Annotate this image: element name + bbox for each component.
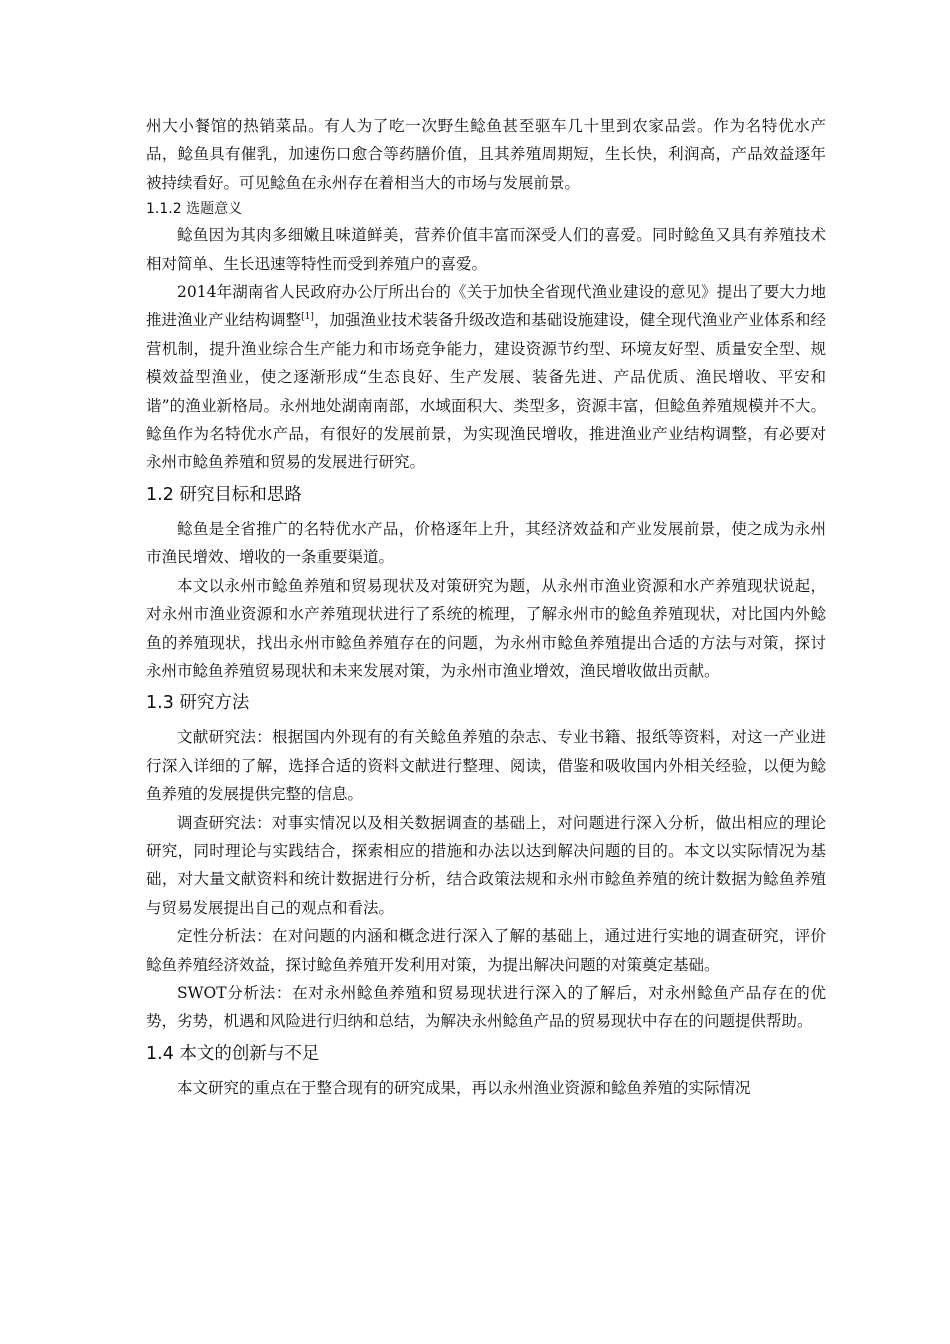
- paragraph-method-swot: SWOT分析法：在对永州鲶鱼养殖和贸易现状进行深入的了解后，对永州鲶鱼产品存在的优势，劣势，机遇和风险进行归纳和总结，为解决永州鲶鱼产品的贸易现状中存在的问题提供帮助。: [146, 983, 826, 1031]
- paragraph-method-qualitative: 定性分析法：在对问题的内涵和概念进行深入了解的基础上，通过进行实地的调查研究，评价鲶鱼养殖经济效益，探讨鲶鱼养殖开发利用对策，为提出解决问题的对策奠定基础。: [146, 927, 826, 974]
- paragraph-goals-2: 本文以永州市鲶鱼养殖和贸易现状及对策研究为题，从永州市渔业资源和水产养殖现状说起，对永州市渔业资源和水产养殖现状进行了系统的梳理，了解永州市的鲶鱼养殖现状，对比国内外鲶鱼的养殖现状，找出永州市鲶鱼养殖存在的问题，为永州市鲶鱼养殖提出合适的方法与对策，探讨永州市鲶鱼养殖贸易现状和未来发展对策，为永州市渔业增效，渔民增收做出贡献。: [146, 576, 826, 680]
- section-heading-1-1-2: 1.1.2 选题意义: [146, 201, 243, 218]
- paragraph-goals-1: 鲶鱼是全省推广的名特优水产品，价格逐年上升，其经济效益和产业发展前景，使之成为永州市渔民增效、增收的一条重要渠道。: [146, 519, 826, 567]
- paragraph-significance-2: [146, 278, 826, 477]
- paragraph-significance-2-part-b: ，加强渔业技术装备升级改造和基础设施建设，健全现代渔业产业体系和经营机制，提升渔业综合生产能力和市场竞争能力，建设资源节约型、环境友好型、质量安全型、规模效益型渔业，使之逐渐形成“生态良好、生产发展、装备先进、产品优质、渔民增收、平安和谐”的渔业新格局。永州地处湖南南部，水域面积大、类型多，资源丰富，但鲶鱼养殖规模并不大。鲶鱼作为名特优水产品，有很好的发展前景，为实现渔民增收，推进渔业产业结构调整，有必要对永州市鲶鱼养殖和贸易的发展进行研究。: [146, 311, 826, 472]
- paragraph-innovation-1: 本文研究的重点在于整合现有的研究成果，再以永州渔业资源和鲶鱼养殖的实际情况: [177, 1078, 751, 1097]
- paragraph-method-survey: 调查研究法：对事实情况以及相关数据调查的基础上，对问题进行深入分析，做出相应的理论研究，同时理论与实践结合，探索相应的措施和办法以达到解决问题的目的。本文以实际情况为基础，对大量文献资料和统计数据进行分析，结合政策法规和永州市鲶鱼养殖的统计数据为鲶鱼养殖与贸易发展提出自己的观点和看法。: [146, 813, 826, 917]
- section-heading-1-4: 1.4 本文的创新与不足: [146, 1043, 320, 1064]
- paragraph-intro-continued: 州大小餐馆的热销菜品。有人为了吃一次野生鲶鱼甚至驱车几十里到农家品尝。作为名特优水产品，鲶鱼具有催乳，加速伤口愈合等药膳价值，且其养殖周期短，生长快，利润高，产品效益逐年被持续看好。可见鲶鱼在永州存在着相当大的市场与发展前景。: [146, 117, 826, 192]
- section-heading-1-2: 1.2 研究目标和思路: [146, 484, 302, 505]
- paragraph-significance-2-part-a: 2014年湖南省人民政府办公厅所出台的《关于加快全省现代渔业建设的意见》提出了要大力地推进渔业产业结构调整: [146, 283, 826, 330]
- section-heading-1-3: 1.3 研究方法: [146, 693, 250, 714]
- paragraph-significance-1: 鲶鱼因为其肉多细嫩且味道鲜美，营养价值丰富而深受人们的喜爱。同时鲶鱼又具有养殖技术相对简单、生长迅速等特性而受到养殖户的喜爱。: [146, 226, 826, 273]
- paragraph-method-literature: 文献研究法：根据国内外现有的有关鲶鱼养殖的杂志、专业书籍、报纸等资料，对这一产业进行深入详细的了解，选择合适的资料文献进行整理、阅读，借鉴和吸收国内外相关经验，以便为鲶鱼养殖的发展提供完整的信息。: [146, 728, 826, 804]
- document-page: [146, 112, 826, 1102]
- citation-ref: [1]: [301, 312, 314, 323]
